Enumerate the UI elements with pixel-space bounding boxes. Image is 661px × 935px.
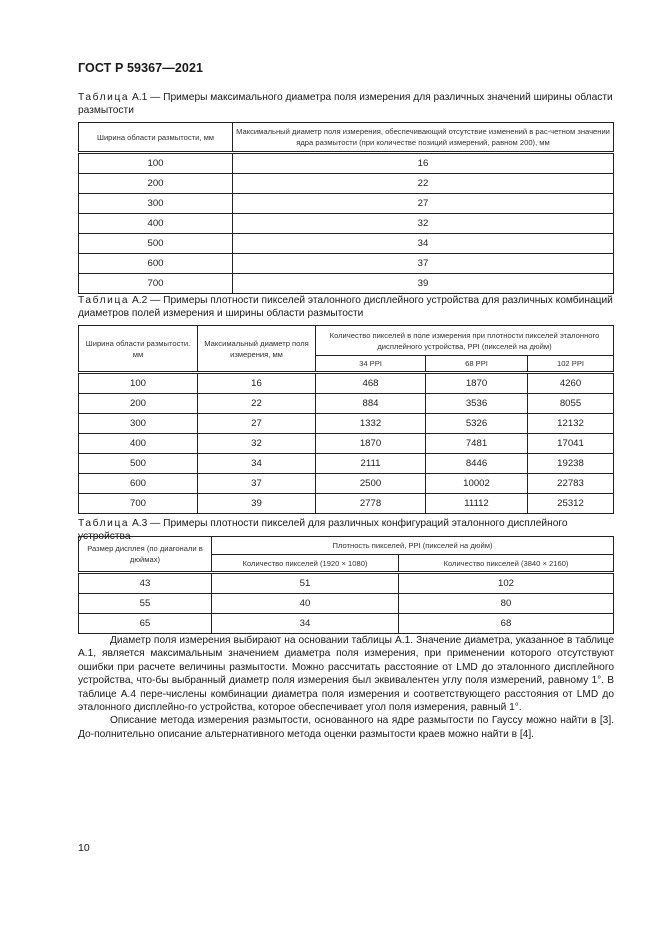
- cell: 80: [399, 594, 614, 614]
- table-row: [79, 394, 614, 414]
- cell: 19238: [528, 454, 614, 474]
- table-row: [79, 573, 614, 594]
- table-row: [79, 414, 614, 434]
- table-a1: [78, 122, 614, 294]
- cell: 500: [79, 454, 198, 474]
- cell: 27: [198, 414, 316, 434]
- cell: 8446: [426, 454, 528, 474]
- caption-label: Таблица: [78, 92, 130, 103]
- cell: 12132: [528, 414, 614, 434]
- table-row: [79, 454, 614, 474]
- table-a1-header-width: Ширина области размытости, мм: [79, 123, 233, 153]
- cell: 5326: [426, 414, 528, 434]
- table-a2-header-34ppi: 34 PPI: [316, 356, 426, 373]
- cell: 55: [79, 594, 212, 614]
- table-a2-header-102ppi: 102 PPI: [528, 356, 614, 373]
- table-row: [79, 494, 614, 514]
- table-a3-header-4k: Количество пикселей (3840 × 2160): [399, 555, 614, 573]
- table-row: [79, 594, 614, 614]
- table-row: [79, 174, 614, 194]
- body-text: [78, 634, 614, 741]
- cell: 34: [198, 454, 316, 474]
- cell: 16: [198, 373, 316, 394]
- table-a2-caption: [78, 294, 614, 320]
- cell: 102: [399, 573, 614, 594]
- table-a3: [78, 536, 614, 634]
- cell: 51: [212, 573, 399, 594]
- cell: 468: [316, 373, 426, 394]
- cell: 400: [79, 434, 198, 454]
- caption-text: А.1 — Примеры максимального диаметра поля измерения для различных значений ширины области размытости: [78, 92, 613, 116]
- cell: 100: [79, 153, 233, 174]
- cell: 16: [233, 153, 614, 174]
- cell: 500: [79, 234, 233, 254]
- cell: 4260: [528, 373, 614, 394]
- table-row: [79, 373, 614, 394]
- table-a2-header-diameter: Максимальный диаметр поля измерения, мм: [198, 326, 316, 373]
- cell: 39: [198, 494, 316, 514]
- table-a2-header-width: Ширина области размытости. мм: [79, 326, 198, 373]
- document-code: ГОСТ Р 59367—2021: [78, 61, 204, 75]
- cell: 400: [79, 214, 233, 234]
- cell: 700: [79, 274, 233, 294]
- cell: 17041: [528, 434, 614, 454]
- cell: 8055: [528, 394, 614, 414]
- cell: 1870: [426, 373, 528, 394]
- cell: 22: [233, 174, 614, 194]
- caption-text: А.3 — Примеры плотности пикселей для различных конфигураций эталонного дисплейного устройства: [78, 518, 568, 542]
- cell: 200: [79, 394, 198, 414]
- cell: 10002: [426, 474, 528, 494]
- cell: 200: [79, 174, 233, 194]
- table-row: [79, 214, 614, 234]
- cell: 22: [198, 394, 316, 414]
- cell: 34: [212, 614, 399, 634]
- caption-label: Таблица: [78, 295, 130, 306]
- cell: 300: [79, 194, 233, 214]
- cell: 37: [233, 254, 614, 274]
- table-a3-header-fullhd: Количество пикселей (1920 × 1080): [212, 555, 399, 573]
- caption-text: А.2 — Примеры плотности пикселей эталонного дисплейного устройства для различных комбинаций диаметров полей измерения и ширины области размытости: [78, 295, 613, 319]
- table-a1-header-diameter: Максимальный диаметр поля измерения, обеспечивающий отсутствие изменений в рас-четном значении ядра размытости (при количестве позиций измерений, равном 200), мм: [233, 123, 614, 153]
- table-row: [79, 194, 614, 214]
- table-row: [79, 254, 614, 274]
- cell: 65: [79, 614, 212, 634]
- cell: 37: [198, 474, 316, 494]
- cell: 600: [79, 254, 233, 274]
- table-a3-header-display-size: Размер дисплея (по диагонали в дюймах): [79, 537, 212, 573]
- table-a2: [78, 325, 614, 514]
- table-row: [79, 614, 614, 634]
- table-row: [79, 234, 614, 254]
- paragraph: Описание метода измерения размытости, основанного на ядре размытости по Гауссу можно найти в [3]. До-полнительно описание альтернативного метода оценки размытости краев можно найти в [4].: [78, 715, 614, 740]
- cell: 1870: [316, 434, 426, 454]
- cell: 32: [233, 214, 614, 234]
- cell: 7481: [426, 434, 528, 454]
- table-a3-header-pixel-density: Плотность пикселей, PPI (пикселей на дюйм): [212, 537, 614, 555]
- table-row: [79, 153, 614, 174]
- table-row: [79, 274, 614, 294]
- cell: 43: [79, 573, 212, 594]
- caption-label: Таблица: [78, 518, 130, 529]
- cell: 2778: [316, 494, 426, 514]
- cell: 700: [79, 494, 198, 514]
- table-a1-caption: [78, 91, 614, 117]
- cell: 11112: [426, 494, 528, 514]
- page-number: 10: [78, 842, 90, 854]
- cell: 32: [198, 434, 316, 454]
- table-a2-header-68ppi: 68 PPI: [426, 356, 528, 373]
- cell: 3536: [426, 394, 528, 414]
- cell: 34: [233, 234, 614, 254]
- paragraph: Диаметр поля измерения выбирают на основании таблицы А.1. Значение диаметра, указанное в таблице А.1, является максимальным значением диаметра поля измерения, при применении которого отсутствуют ошибки при расчете величины размытости. Можно рассчитать расстояние от LMD до эталонного дисплейного устройства, что-бы выбранный диаметр поля измерения был эквивалентен углу поля измерений, равному 1°. В таблице А.4 пере-числены комбинации диаметра поля измерения и соответствующего расстояния от LMD до эталонного дисплейно-го устройства, которое обеспечивает угол поля измерения, равный 1°.: [78, 635, 614, 714]
- table-a2-header-pixel-count: Количество пикселей в поле измерения при плотности пикселей эталонного дисплейного устройства, PPI (пикселей на дюйм): [316, 326, 614, 356]
- cell: 68: [399, 614, 614, 634]
- cell: 1332: [316, 414, 426, 434]
- cell: 600: [79, 474, 198, 494]
- cell: 300: [79, 414, 198, 434]
- cell: 25312: [528, 494, 614, 514]
- table-row: [79, 434, 614, 454]
- cell: 884: [316, 394, 426, 414]
- cell: 2111: [316, 454, 426, 474]
- table-row: [79, 474, 614, 494]
- cell: 39: [233, 274, 614, 294]
- cell: 100: [79, 373, 198, 394]
- cell: 40: [212, 594, 399, 614]
- cell: 22783: [528, 474, 614, 494]
- cell: 27: [233, 194, 614, 214]
- cell: 2500: [316, 474, 426, 494]
